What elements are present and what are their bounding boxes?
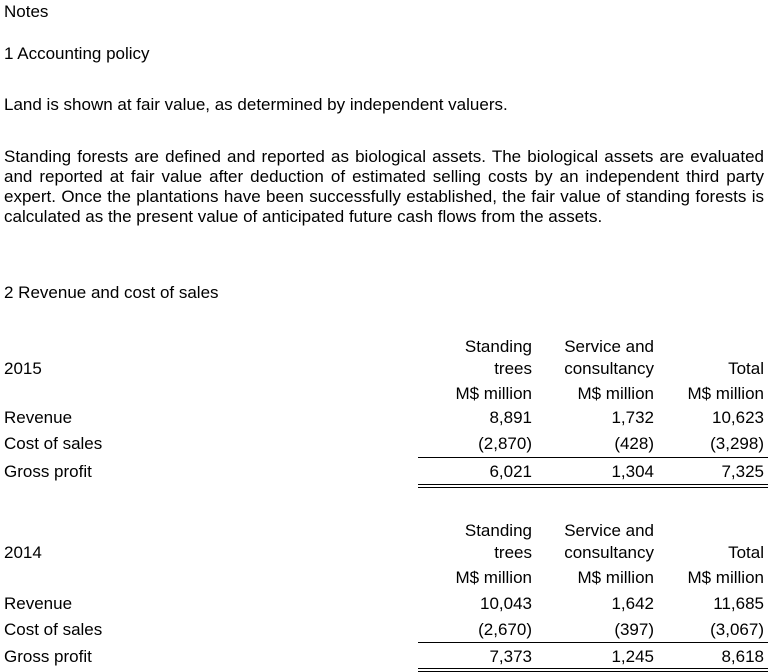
column-unit: M$ million — [455, 568, 532, 587]
cell-value: (2,670) — [478, 620, 532, 639]
row-label-cost-of-sales: Cost of sales — [4, 620, 103, 639]
column-unit: M$ million — [455, 384, 532, 403]
cell-value: (397) — [614, 620, 654, 639]
total-double-rule — [418, 668, 768, 672]
column-header-total-line2: Total — [728, 543, 764, 562]
column-header-standing-trees-line2: trees — [494, 359, 532, 378]
row-label-revenue: Revenue — [4, 594, 73, 613]
cell-value: 10,623 — [712, 408, 764, 427]
cell-value: (2,870) — [478, 434, 532, 453]
column-header-service-line2: consultancy — [564, 359, 654, 378]
cell-value: 7,373 — [489, 647, 532, 666]
cell-value: (3,067) — [710, 620, 764, 639]
column-header-total-line2: Total — [728, 359, 764, 378]
cell-value: 8,618 — [721, 647, 764, 666]
column-unit: M$ million — [577, 568, 654, 587]
column-header-standing-trees-line2: trees — [494, 543, 532, 562]
table-year-label: 2014 — [4, 543, 42, 562]
cell-value: 1,304 — [611, 462, 654, 481]
cell-value: 1,732 — [611, 408, 654, 427]
cell-value: 7,325 — [721, 462, 764, 481]
note-1-title: 1 Accounting policy — [4, 44, 150, 63]
total-double-rule — [418, 484, 768, 488]
page-heading: Notes — [4, 2, 49, 21]
cell-value: 1,642 — [611, 594, 654, 613]
row-label-revenue: Revenue — [4, 408, 73, 427]
column-header-standing-trees-line1: Standing — [464, 521, 532, 540]
column-header-service-line1: Service and — [564, 337, 654, 356]
row-label-gross-profit: Gross profit — [4, 462, 92, 481]
table-year-label: 2015 — [4, 359, 42, 378]
column-header-service-line1: Service and — [564, 521, 654, 540]
note-2-title: 2 Revenue and cost of sales — [4, 283, 219, 302]
cell-value: 1,245 — [611, 647, 654, 666]
note-1-paragraph-land: Land is shown at fair value, as determined by independent valuers. — [4, 95, 508, 114]
row-label-gross-profit: Gross profit — [4, 647, 92, 666]
cell-value: 11,685 — [713, 594, 764, 613]
column-unit: M$ million — [687, 568, 764, 587]
cell-value: 10,043 — [480, 594, 532, 613]
subtotal-rule — [418, 457, 768, 458]
subtotal-rule — [418, 642, 768, 643]
note-1-paragraph-forests: Standing forests are defined and reported as biological assets. The biological assets are evaluated and reported at fair value after deduction of estimated selling costs by an independent third party expert. Once the plantations have been successfully established, the fair value of standing forests is calculated as the present value of anticipated future cash flows from the assets. — [4, 147, 764, 226]
cell-value: 8,891 — [489, 408, 532, 427]
column-header-service-line2: consultancy — [564, 543, 654, 562]
cell-value: (3,298) — [710, 434, 764, 453]
cell-value: 6,021 — [489, 462, 532, 481]
column-unit: M$ million — [577, 384, 654, 403]
cell-value: (428) — [614, 434, 654, 453]
row-label-cost-of-sales: Cost of sales — [4, 434, 103, 453]
column-unit: M$ million — [687, 384, 764, 403]
column-header-standing-trees-line1: Standing — [464, 337, 532, 356]
